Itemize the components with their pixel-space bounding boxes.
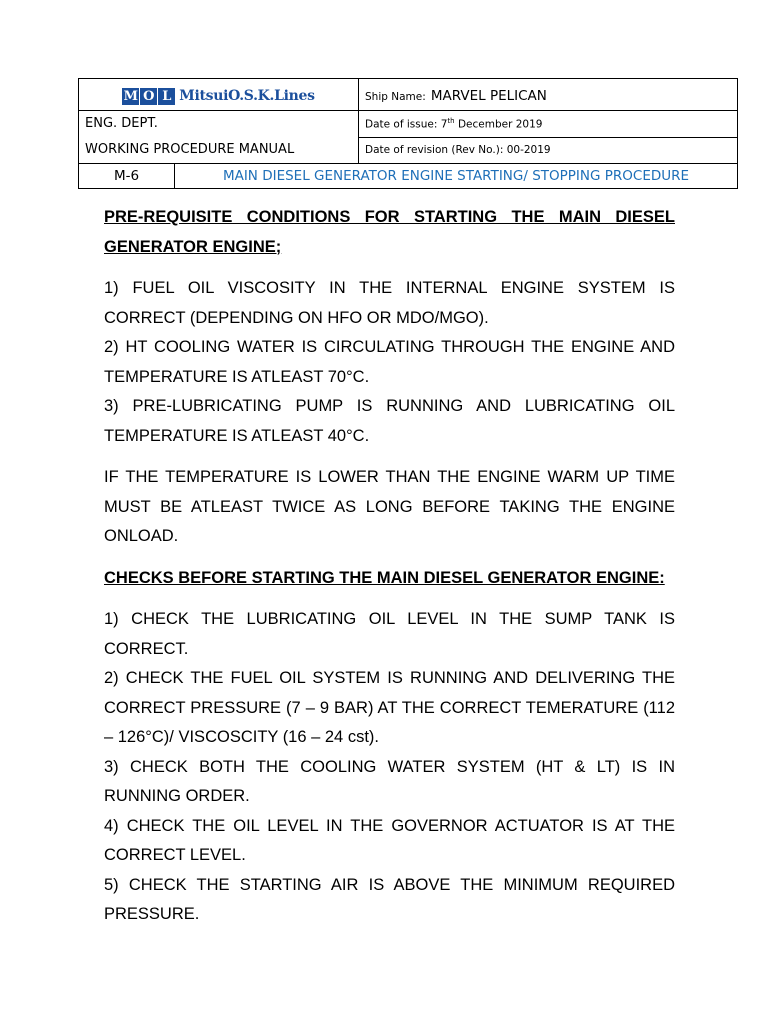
section-heading: CHECKS BEFORE STARTING THE MAIN DIESEL GENERATOR ENGINE: (104, 568, 665, 587)
department-cell (79, 111, 359, 164)
mol-logo-icon (122, 88, 314, 105)
paragraph-note: IF THE TEMPERATURE IS LOWER THAN THE ENGINE WARM UP TIME MUST BE ATLEAST TWICE AS LONG BEFORE TAKING THE ENGINE ONLOAD. (104, 468, 675, 545)
section-heading: PRE-REQUISITE CONDITIONS FOR STARTING THE MAIN DIESEL GENERATOR ENGINE; (104, 208, 675, 256)
date-of-issue-suffix: th (447, 117, 455, 125)
list-item: 2) HT COOLING WATER IS CIRCULATING THROUGH THE ENGINE AND TEMPERATURE IS ATLEAST 70°C. (104, 338, 675, 386)
date-of-issue (359, 111, 738, 138)
logo-cell (79, 79, 359, 111)
logo-company-name: MitsuiO.S.K.Lines (179, 88, 315, 104)
ship-name-label: Ship Name: (365, 91, 426, 103)
procedure-code: M-6 (79, 164, 175, 189)
document-body (104, 203, 675, 930)
logo-letter: M (123, 88, 138, 104)
list-item: 1) CHECK THE LUBRICATING OIL LEVEL IN THE SUMP TANK IS CORRECT. (104, 610, 675, 658)
logo-letter: O (140, 88, 157, 105)
date-of-issue-value: December 2019 (454, 118, 543, 131)
date-of-revision: Date of revision (Rev No.): 00-2019 (359, 137, 738, 164)
list-item: 3) PRE-LUBRICATING PUMP IS RUNNING AND LUBRICATING OIL TEMPERATURE IS ATLEAST 40°C. (104, 397, 675, 445)
list-item: 1) FUEL OIL VISCOSITY IN THE INTERNAL ENGINE SYSTEM IS CORRECT (DEPENDING ON HFO OR MDO/MGO). (104, 279, 675, 327)
document-header-table (78, 78, 738, 189)
list-item: 4) CHECK THE OIL LEVEL IN THE GOVERNOR ACTUATOR IS AT THE CORRECT LEVEL. (104, 816, 675, 864)
list-item: 2) CHECK THE FUEL OIL SYSTEM IS RUNNING AND DELIVERING THE CORRECT PRESSURE (7 – 9 BAR) AT THE CORRECT TEMERATURE (112 – 126°C)/ VISCOSCITY (16 – 24 cst). (104, 669, 675, 746)
department-name: ENG. DEPT. (85, 116, 158, 131)
ship-name-value: MARVEL PELICAN (430, 88, 547, 104)
procedure-title: MAIN DIESEL GENERATOR ENGINE STARTING/ STOPPING PROCEDURE (175, 164, 738, 189)
list-item: 5) CHECK THE STARTING AIR IS ABOVE THE MINIMUM REQUIRED PRESSURE. (104, 875, 675, 923)
date-of-issue-label: Date of issue: 7 (365, 118, 448, 131)
manual-name: WORKING PROCEDURE MANUAL (85, 142, 295, 157)
logo-letter-boxes (122, 88, 176, 105)
list-item: 3) CHECK BOTH THE COOLING WATER SYSTEM (HT & LT) IS IN RUNNING ORDER. (104, 757, 675, 805)
ship-name-cell (359, 79, 738, 111)
logo-letter: L (158, 88, 175, 105)
